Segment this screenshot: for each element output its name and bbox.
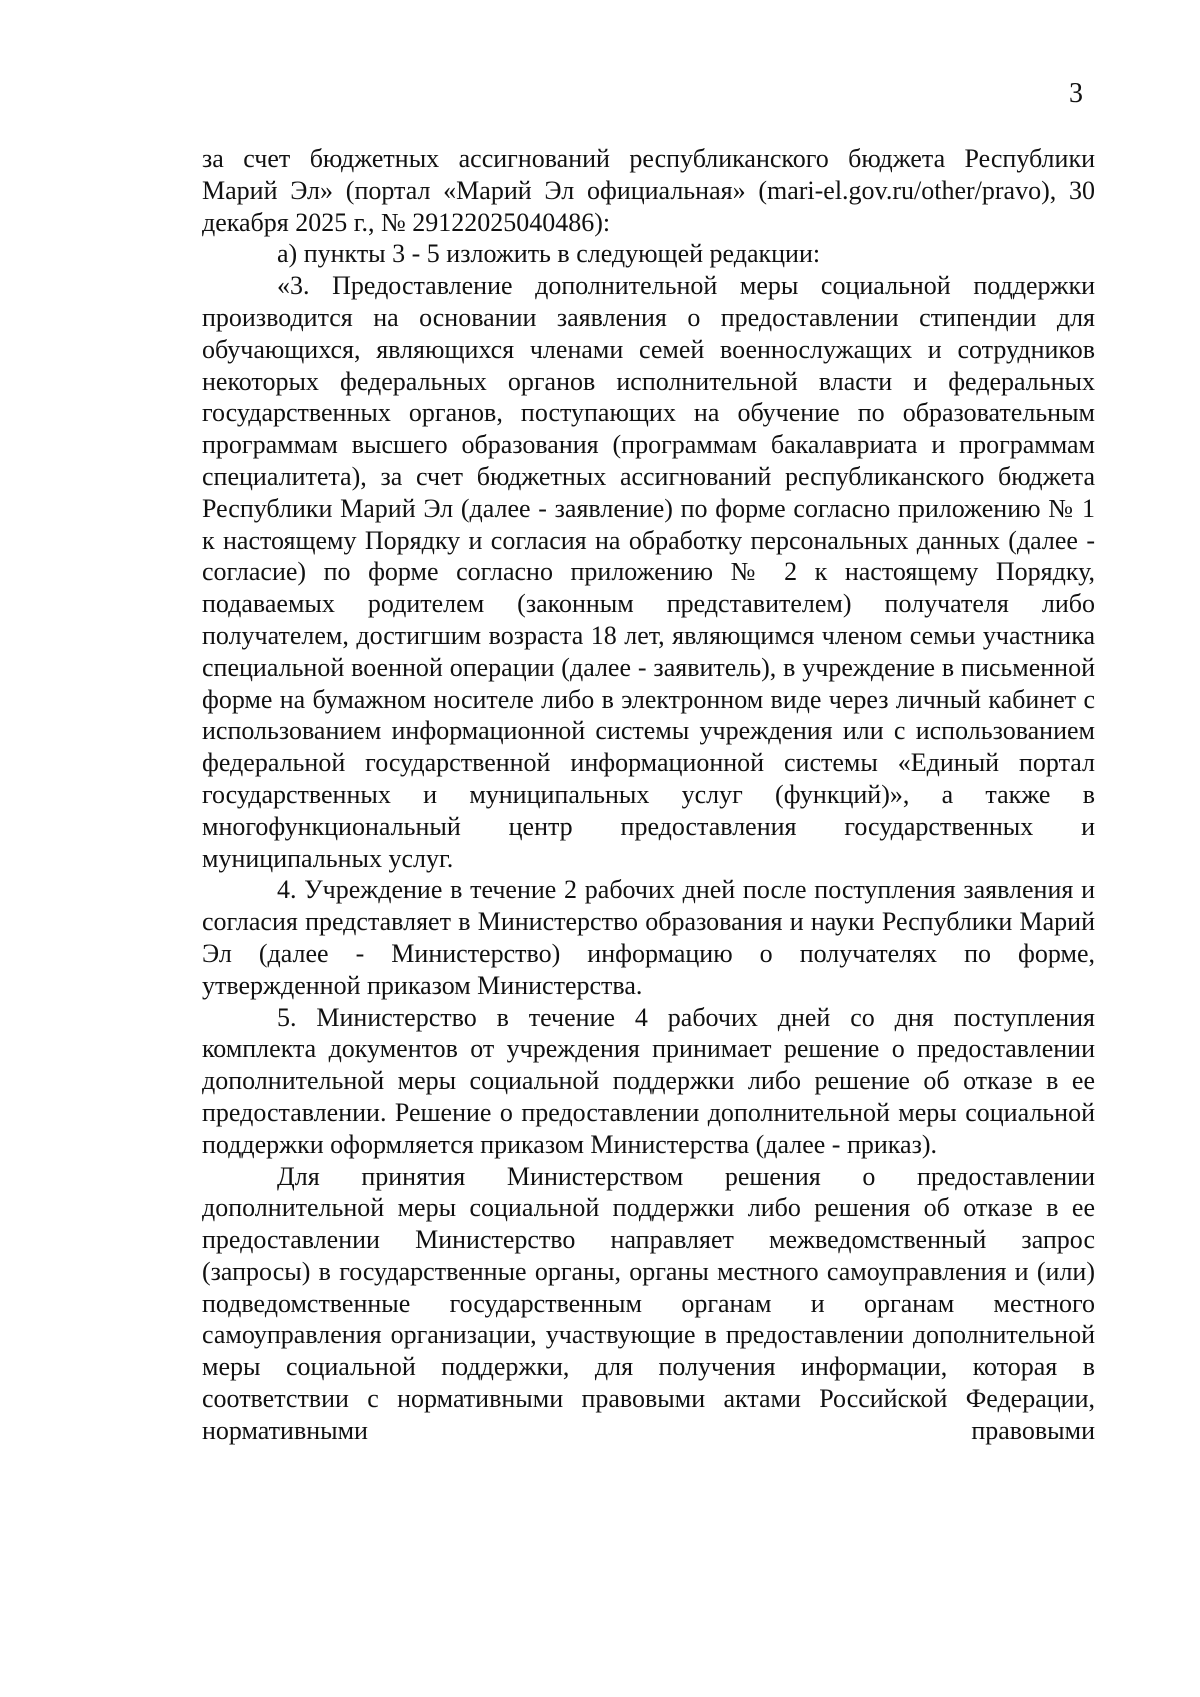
page-number: 3 [1069,78,1083,109]
paragraph-point-5-continued: Для принятия Министерством решения о предоставлении дополнительной меры социальной поддержки либо решения об отказе в ее предоставлении Министерство направляет межведомственный запрос (запросы) в государственные органы, органы местного самоуправления и (или) подведомственные государственным органам и органам местного самоуправления организации, участвующие в предоставлении дополнительной меры социальной поддержки, для получения информации, которая в соответствии с нормативными правовыми актами Российской Федерации, нормативными правовыми [202,1161,1095,1445]
paragraph-point-4: 4. Учреждение в течение 2 рабочих дней после поступления заявления и согласия представляет в Министерство образования и науки Республики Марий Эл (далее - Министерство) информацию о получателях по форме, утвержденной приказом Министерства. [202,875,1095,1000]
document-body [202,143,1095,1447]
paragraph-point-5: 5. Министерство в течение 4 рабочих дней со дня поступления комплекта документов от учреждения принимает решение о предоставлении дополнительной меры социальной поддержки либо решение об отказе в ее предоставлении. Решение о предоставлении дополнительной меры социальной поддержки оформляется приказом Министерства (далее - приказ). [202,1002,1095,1159]
paragraph-intro: за счет бюджетных ассигнований республиканского бюджета Республики Марий Эл» (портал «Марий Эл официальная» (mari-el.gov.ru/other/pravo), 30 декабря 2025 г., № 29122025040486): [202,144,1095,237]
paragraph-point-3: «3. Предоставление дополнительной меры социальной поддержки производится на основании заявления о предоставлении стипендии для обучающихся, являющихся членами семей военнослужащих и сотрудников некоторых федеральных органов исполнительной власти и федеральных государственных органов, поступающих на обучение по образовательным программам высшего образования (программам бакалавриата и программам специалитета), за счет бюджетных ассигнований республиканского бюджета Республики Марий Эл (далее - заявление) по форме согласно приложению № 1 к настоящему Порядку и согласия на обработку персональных данных (далее - согласие) по форме согласно приложению № 2 к настоящему Порядку, подаваемых родителем (законным представителем) получателя либо получателем, достигшим возраста 18 лет, являющимся членом семьи участника специальной военной операции (далее - заявитель), в учреждение в письменной форме на бумажном носителе либо в электронном виде через личный кабинет с использованием информационной системы учреждения или с использованием федеральной государственной информационной системы «Единый портал государственных и муниципальных услуг (функций)», а также в многофункциональный центр предоставления государственных и муниципальных услуг. [202,271,1095,873]
paragraph-item-a: а) пункты 3 - 5 изложить в следующей редакции: [277,239,821,269]
